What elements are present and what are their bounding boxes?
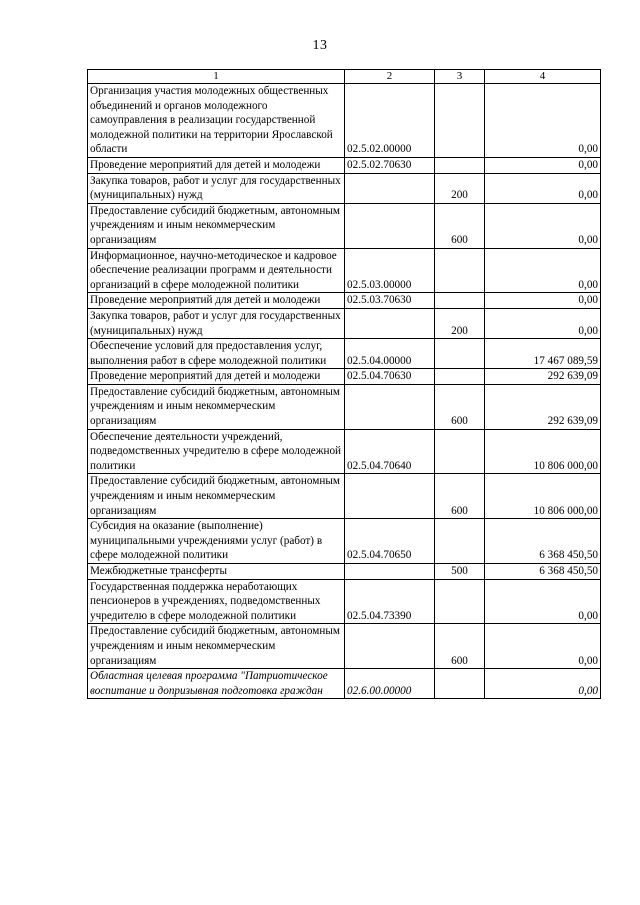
table-row	[88, 84, 601, 158]
table-row	[88, 339, 601, 369]
row-type-cell: 600	[435, 384, 485, 429]
row-type-cell	[435, 429, 485, 474]
row-name-cell: Закупка товаров, работ и услуг для государственных (муниципальных) нужд	[88, 308, 345, 338]
row-code-cell: 02.5.04.70630	[345, 369, 435, 385]
row-code-cell: 02.5.03.00000	[345, 248, 435, 293]
page-number: 13	[312, 38, 328, 53]
row-name-cell: Предоставление субсидий бюджетным, автономным учреждениям и иным некоммерческим организациям	[88, 624, 345, 669]
row-amount-cell: 0,00	[485, 308, 601, 338]
row-code-cell	[345, 308, 435, 338]
row-amount-cell: 6 368 450,50	[485, 519, 601, 564]
row-type-cell: 500	[435, 564, 485, 580]
row-code-cell	[345, 624, 435, 669]
row-type-cell	[435, 579, 485, 624]
table-row	[88, 624, 601, 669]
row-amount-cell: 0,00	[485, 293, 601, 309]
row-type-cell	[435, 369, 485, 385]
row-code-cell	[345, 474, 435, 519]
row-amount-cell: 0,00	[485, 248, 601, 293]
row-code-cell	[345, 173, 435, 203]
row-type-cell: 600	[435, 203, 485, 248]
row-type-cell: 600	[435, 474, 485, 519]
row-amount-cell: 0,00	[485, 669, 601, 699]
row-name-cell: Обеспечение деятельности учреждений, подведомственных учредителю в сфере молодежной политики	[88, 429, 345, 474]
row-type-cell: 600	[435, 624, 485, 669]
row-code-cell: 02.5.04.00000	[345, 339, 435, 369]
row-type-cell: 200	[435, 173, 485, 203]
table-body	[88, 84, 601, 699]
header-col-4: 4	[485, 70, 601, 84]
row-name-cell: Областная целевая программа "Патриотическое воспитание и допризывная подготовка граждан	[88, 669, 345, 699]
row-name-cell: Обеспечение условий для предоставления услуг, выполнения работ в сфере молодежной политики	[88, 339, 345, 369]
row-type-cell	[435, 157, 485, 173]
row-type-cell	[435, 84, 485, 158]
header-col-1: 1	[88, 70, 345, 84]
row-code-cell: 02.6.00.00000	[345, 669, 435, 699]
row-name-cell: Субсидия на оказание (выполнение) муниципальными учреждениями услуг (работ) в сфере молодежной политики	[88, 519, 345, 564]
row-name-cell: Проведение мероприятий для детей и молодежи	[88, 369, 345, 385]
row-code-cell: 02.5.04.73390	[345, 579, 435, 624]
row-amount-cell: 0,00	[485, 157, 601, 173]
table-row	[88, 474, 601, 519]
row-amount-cell: 0,00	[485, 173, 601, 203]
table-row	[88, 203, 601, 248]
row-name-cell: Предоставление субсидий бюджетным, автономным учреждениям и иным некоммерческим организациям	[88, 474, 345, 519]
row-amount-cell: 0,00	[485, 579, 601, 624]
row-type-cell	[435, 293, 485, 309]
row-name-cell: Информационное, научно-методическое и кадровое обеспечение реализации программ и деятельности организаций в сфере молодежной политики	[88, 248, 345, 293]
row-code-cell	[345, 203, 435, 248]
table-row	[88, 669, 601, 699]
row-name-cell: Государственная поддержка неработающих пенсионеров в учреждениях, подведомственных учредителю в сфере молодежной политики	[88, 579, 345, 624]
table-row	[88, 519, 601, 564]
row-name-cell: Межбюджетные трансферты	[88, 564, 345, 580]
row-code-cell: 02.5.04.70650	[345, 519, 435, 564]
table-row	[88, 293, 601, 309]
row-amount-cell: 17 467 089,59	[485, 339, 601, 369]
row-code-cell: 02.5.04.70640	[345, 429, 435, 474]
table-row	[88, 308, 601, 338]
row-type-cell: 200	[435, 308, 485, 338]
row-amount-cell: 292 639,09	[485, 384, 601, 429]
row-amount-cell: 6 368 450,50	[485, 564, 601, 580]
row-amount-cell: 10 806 000,00	[485, 474, 601, 519]
header-col-3: 3	[435, 70, 485, 84]
row-name-cell: Предоставление субсидий бюджетным, автономным учреждениям и иным некоммерческим организациям	[88, 384, 345, 429]
table-row	[88, 429, 601, 474]
row-type-cell	[435, 669, 485, 699]
table-row	[88, 248, 601, 293]
row-name-cell: Организация участия молодежных общественных объединений и органов молодежного самоуправления в реализации государственной молодежной политики на территории Ярославской области	[88, 84, 345, 158]
row-name-cell: Закупка товаров, работ и услуг для государственных (муниципальных) нужд	[88, 173, 345, 203]
row-code-cell: 02.5.03.70630	[345, 293, 435, 309]
row-amount-cell: 292 639,09	[485, 369, 601, 385]
table-header-row	[88, 70, 601, 84]
table-row	[88, 369, 601, 385]
row-code-cell	[345, 564, 435, 580]
row-name-cell: Проведение мероприятий для детей и молодежи	[88, 157, 345, 173]
table-row	[88, 173, 601, 203]
row-code-cell: 02.5.02.00000	[345, 84, 435, 158]
row-type-cell	[435, 519, 485, 564]
budget-table	[87, 69, 601, 699]
header-col-2: 2	[345, 70, 435, 84]
row-amount-cell: 10 806 000,00	[485, 429, 601, 474]
row-name-cell: Проведение мероприятий для детей и молодежи	[88, 293, 345, 309]
table-row	[88, 579, 601, 624]
row-type-cell	[435, 248, 485, 293]
table-row	[88, 157, 601, 173]
row-name-cell: Предоставление субсидий бюджетным, автономным учреждениям и иным некоммерческим организациям	[88, 203, 345, 248]
row-code-cell: 02.5.02.70630	[345, 157, 435, 173]
row-type-cell	[435, 339, 485, 369]
table-row	[88, 384, 601, 429]
row-amount-cell: 0,00	[485, 203, 601, 248]
row-amount-cell: 0,00	[485, 624, 601, 669]
table-row	[88, 564, 601, 580]
row-amount-cell: 0,00	[485, 84, 601, 158]
row-code-cell	[345, 384, 435, 429]
